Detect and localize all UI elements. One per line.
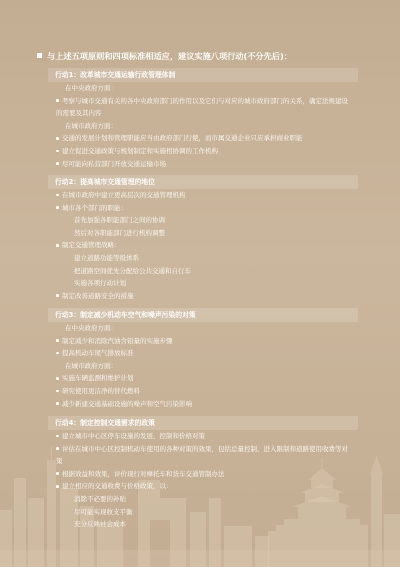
list-item [56, 189, 351, 202]
list-subitem [74, 252, 351, 265]
list-item [65, 360, 351, 373]
list-subitem [74, 506, 351, 519]
list-subitem [74, 493, 351, 506]
item-text: 尽可能向私营部门开放交通运输市场 [61, 159, 166, 168]
list-item [56, 347, 351, 360]
subitem-text: 建立道路功能等级体系 [74, 253, 139, 262]
bullet-dot-icon [56, 294, 59, 297]
group-label: 在城市政府方面： [65, 121, 117, 130]
item-text: 制定交通管理战略： [61, 241, 121, 250]
group-label: 在中央政府方面： [65, 324, 117, 332]
list-item [65, 82, 351, 95]
list-item [56, 335, 351, 348]
action-2-section [48, 175, 358, 302]
item-text: 制定减少和消除汽油含铅量的实施步骤 [61, 336, 173, 345]
bullet-dot-icon [56, 472, 59, 475]
bullet-dot-icon [56, 435, 59, 438]
item-text: 评估在城市中心区控制机动车使用的各种对策的效果，包括总量控制、进入限制和道路使用收费等对策 [56, 444, 348, 466]
action-1-section [48, 68, 358, 170]
action-3-title: 行动3：制定减少机动车空气和噪声污染的对策 [48, 308, 358, 322]
action-2-items [48, 189, 358, 302]
subitem-text: 实施各项行动计划 [74, 279, 126, 288]
action-4-section [48, 416, 358, 531]
group-label: 在中央政府方面： [65, 84, 117, 92]
list-item [56, 398, 351, 411]
item-text: 建立相应的交通收费与价格政策，以： [61, 482, 173, 491]
action-4-items [48, 430, 358, 531]
action-1-items [48, 82, 358, 170]
list-item [56, 385, 351, 398]
subitem-text: 然后对各职能部门进行机构调整 [74, 228, 165, 237]
item-text: 减少新建交通基础设施的噪声和空气污染影响 [61, 399, 192, 408]
bullet-dot-icon [56, 485, 59, 488]
list-item [56, 145, 351, 158]
subitem-text: 消除不必要的补贴 [74, 494, 126, 503]
item-text: 建立城市中心区停车设施的发展、控制和价格对策 [61, 432, 205, 440]
item-text: 交通的发展计划和管理职能应当由政府部门行使，而市属交通企业只应承担商业职能 [61, 134, 303, 143]
skyline-ground [0, 550, 400, 567]
action-1-title: 行动1：改革城市交通运输行政管理体制 [48, 68, 358, 82]
bullet-dot-icon [56, 339, 59, 342]
list-item [65, 120, 351, 133]
subitem-text: 首先加强各职能部门之间的协调 [74, 216, 165, 225]
square-bullet-icon [37, 53, 42, 58]
section-heading-text: 与上述五项原则和四项标准相适应，建议实施八项行动(不分先后)： [47, 51, 292, 61]
skyline-spire [370, 456, 383, 474]
list-item [56, 443, 351, 468]
section-heading [37, 50, 292, 62]
bullet-dot-icon [56, 402, 59, 405]
bullet-dot-icon [56, 206, 59, 209]
item-text: 城市各个部门的职能： [61, 203, 127, 212]
bullet-dot-icon [56, 244, 59, 247]
item-text: 根据效益和效果，评价现行对摩托车和货车交通管制办法 [61, 469, 225, 478]
list-item [56, 430, 351, 443]
list-item [56, 372, 351, 385]
bullet-dot-icon [56, 99, 59, 102]
bullet-dot-icon [56, 137, 59, 140]
bullet-dot-icon [56, 194, 59, 197]
list-subitem [74, 265, 351, 278]
bullet-dot-icon [56, 162, 59, 165]
item-text: 研究使用更洁净的替代燃料 [61, 386, 140, 395]
list-subitem [74, 277, 351, 290]
action-3-section [48, 308, 358, 410]
list-item [56, 132, 351, 145]
bullet-dot-icon [56, 352, 59, 355]
bullet-dot-icon [56, 390, 59, 393]
list-item [56, 239, 351, 252]
subitem-text: 充分反映社会成本 [74, 520, 126, 529]
list-item [56, 158, 351, 171]
item-text: 实施车辆监测和维护计划 [61, 374, 134, 383]
list-subitem [74, 227, 351, 240]
item-text: 提高机动车尾气排放标准 [61, 349, 134, 358]
action-4-title: 行动4：制定控制交通需求的政策 [48, 416, 358, 430]
item-text: 考察与城市交通有关的各中央政府部门的作用以及它们与对应的城市政府部门的关系，确定法规建设的需要及其内容 [56, 96, 348, 118]
list-item [56, 202, 351, 215]
item-text: 在城市政府中建立更高层次的交通管理机构 [61, 191, 186, 199]
list-item [65, 322, 351, 335]
list-subitem [74, 518, 351, 531]
subitem-text: 尽可能实现收支平衡 [74, 507, 133, 516]
list-subitem [74, 214, 351, 227]
item-text: 制定改善道路安全的措施 [61, 291, 134, 300]
bullet-dot-icon [56, 377, 59, 380]
list-item [56, 468, 351, 481]
bullet-dot-icon [56, 447, 59, 450]
item-text: 建立促进交通政策与规划制定和实施相协调的工作机构 [61, 146, 218, 155]
list-item [56, 480, 351, 493]
action-2-title: 行动2：提高城市交通管理的地位 [48, 175, 358, 189]
list-item [56, 95, 351, 120]
list-item [56, 290, 351, 303]
action-3-items [48, 322, 358, 410]
bullet-dot-icon [56, 150, 59, 153]
subitem-text: 把道路空间优先分配给公共交通和自行车 [74, 266, 191, 275]
group-label: 在城市政府方面： [65, 361, 117, 370]
